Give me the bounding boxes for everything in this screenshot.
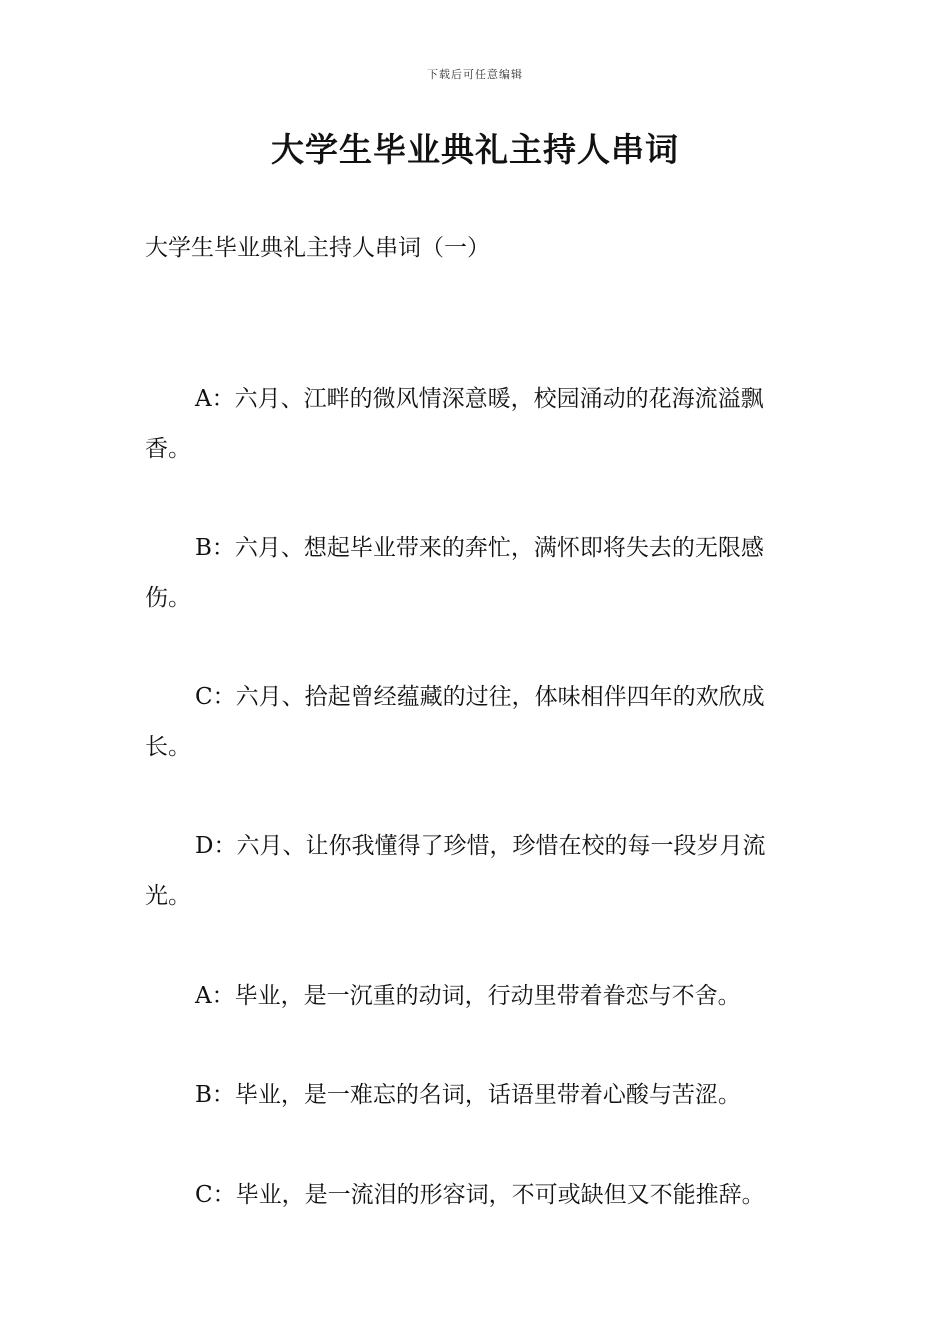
- paragraph: A：毕业，是一沉重的动词，行动里带着眷恋与不舍。: [195, 983, 741, 1009]
- document-title: 大学生毕业典礼主持人串词: [271, 130, 679, 169]
- paragraph: A：六月、江畔的微风情深意暖，校园涌动的花海流溢飘香。: [145, 386, 764, 462]
- paragraph: B：毕业，是一难忘的名词，话语里带着心酸与苦涩。: [195, 1082, 741, 1108]
- paragraph: C：毕业，是一流泪的形容词，不可或缺但又不能推辞。: [195, 1182, 765, 1208]
- header-note: 下载后可任意编辑: [427, 68, 523, 81]
- paragraph: D：六月、让你我懂得了珍惜，珍惜在校的每一段岁月流光。: [145, 833, 766, 909]
- paragraph: B：六月、想起毕业带来的奔忙，满怀即将失去的无限感伤。: [145, 535, 764, 611]
- paragraph: C：六月、拾起曾经蕴藏的过往，体味相伴四年的欢欣成长。: [145, 684, 765, 760]
- section-subtitle: 大学生毕业典礼主持人串词（一）: [145, 235, 490, 261]
